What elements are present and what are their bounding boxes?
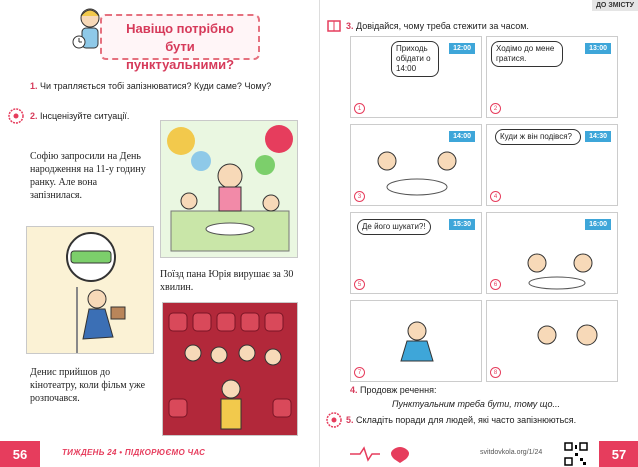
comic-panel-5	[350, 212, 482, 294]
story-sofia: Софію запросили на День народження на 11-у годину ранку. Але вона запізнилася.	[30, 151, 146, 201]
cinema-illustration	[162, 302, 298, 436]
right-footer	[320, 441, 638, 467]
task-2-text: Інсценізуйте ситуації.	[40, 111, 130, 121]
website-link[interactable]: svitdovkola.org/1/24	[480, 449, 543, 456]
story-yurii: Поїзд пана Юрія вирушає за 30 хвилин.	[160, 269, 294, 293]
page-title: Навіщо потрібно бути пунктуальними?	[125, 21, 235, 72]
panel-number: 7	[354, 367, 365, 378]
roleplay-icon	[8, 108, 24, 124]
panel-number: 8	[490, 367, 501, 378]
qr-code-icon[interactable]	[564, 442, 588, 466]
task-5-number: 5.	[346, 415, 354, 425]
time-badge: 12:00	[449, 43, 475, 54]
right-page	[319, 0, 638, 467]
task-3-text: Довідайся, чому треба стежити за часом.	[356, 21, 529, 31]
speech-bubble: Де його шукати?!	[357, 219, 431, 235]
toc-link[interactable]: ДО ЗМІСТУ	[592, 0, 638, 11]
time-badge: 13:00	[585, 43, 611, 54]
speech-bubble: Куди ж він подівся?	[495, 129, 581, 145]
comic-panel-3	[350, 124, 482, 206]
task-1-text: Чи трапляється тобі запізнюватися? Куди саме? Чому?	[40, 81, 272, 91]
task-5	[346, 414, 576, 426]
panel-number: 4	[490, 191, 501, 202]
book-icon	[326, 18, 342, 34]
comic-panel-4	[486, 124, 618, 206]
task-4-sentence: Пунктуальним треба бути, тому що...	[392, 399, 560, 409]
panel-number: 3	[354, 191, 365, 202]
panel-number: 5	[354, 279, 365, 290]
panel-number: 1	[354, 103, 365, 114]
time-badge: 14:30	[585, 131, 611, 142]
task-2	[30, 110, 129, 122]
task-3-number: 3.	[346, 21, 354, 31]
task-4-text: Продовж речення:	[360, 385, 437, 395]
panel-number: 6	[490, 279, 501, 290]
lesson-title-box	[100, 14, 260, 72]
task-4-number: 4.	[350, 385, 358, 395]
task-1	[30, 80, 275, 92]
speech-bubble: Приходь обідати о 14:00	[391, 41, 439, 77]
task-3	[346, 20, 529, 32]
task-4	[350, 384, 437, 396]
time-badge: 16:00	[585, 219, 611, 230]
decorative-heart-icon	[350, 445, 420, 463]
task-5-text: Складіть поради для людей, які часто запізнюються.	[356, 415, 577, 425]
birthday-party-illustration	[160, 120, 298, 258]
comic-panel-2	[486, 36, 618, 118]
story-denys: Денис прийшов до кінотеатру, коли фільм уже розпочався.	[30, 367, 146, 404]
task-2-number: 2.	[30, 111, 38, 121]
left-page-number: 56	[0, 441, 40, 467]
speech-bubble: Ходімо до мене гратися.	[491, 41, 563, 67]
comic-panel-1	[350, 36, 482, 118]
time-badge: 14:00	[449, 131, 475, 142]
comic-panel-8	[486, 300, 618, 382]
task-1-number: 1.	[30, 81, 38, 91]
week-label: ТИЖДЕНЬ 24 • ПІДКОРЮЄМО ЧАС	[62, 448, 206, 457]
left-footer	[0, 441, 319, 467]
discussion-icon	[326, 412, 342, 428]
time-badge: 15:30	[449, 219, 475, 230]
comic-panel-6	[486, 212, 618, 294]
panel-number: 2	[490, 103, 501, 114]
train-station-illustration	[26, 226, 154, 354]
comic-panel-7	[350, 300, 482, 382]
right-page-number: 57	[599, 441, 638, 467]
